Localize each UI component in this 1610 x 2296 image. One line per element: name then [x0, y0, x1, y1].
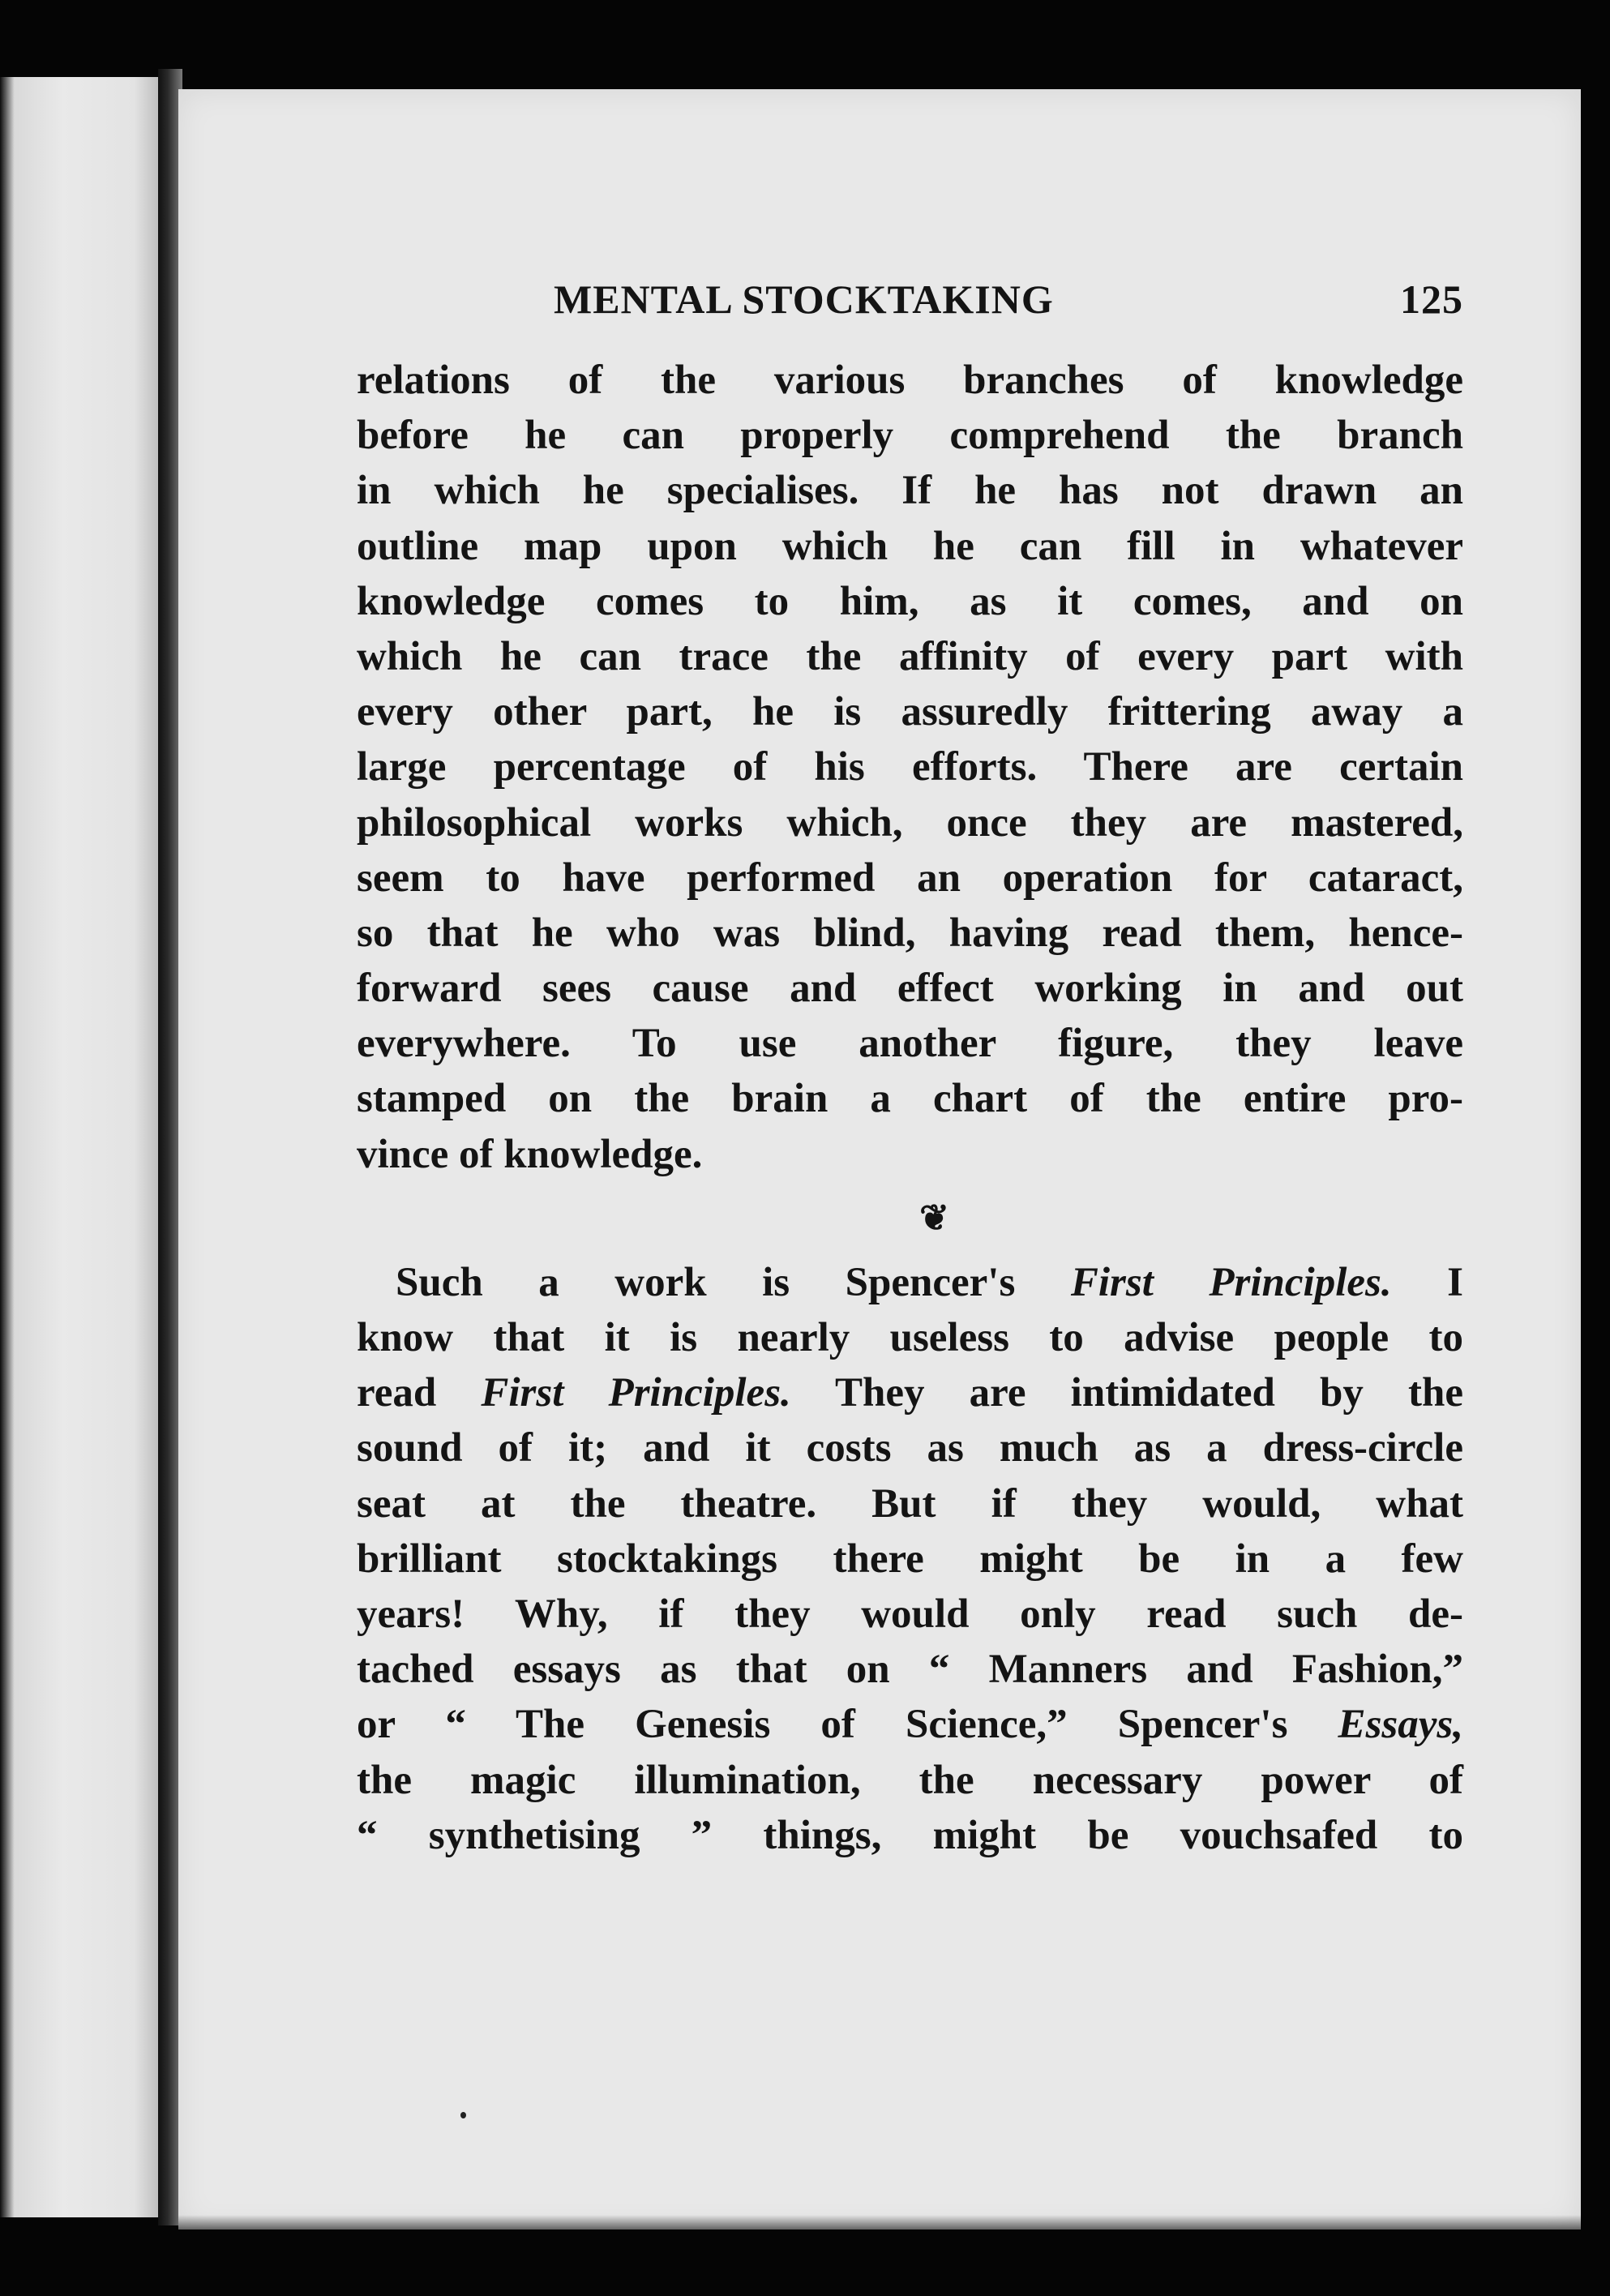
section-ornament-icon: ❦ [919, 1197, 949, 1238]
text-line: everywhere. To use another figure, they leave [357, 1021, 1463, 1067]
book-title: Essays, [1338, 1702, 1463, 1748]
book-title: First Principles. [481, 1370, 791, 1416]
text-line: relations of the various branches of knowledge [357, 358, 1463, 403]
text-line: forward sees cause and effect working in and out [357, 966, 1463, 1012]
text-line: read First Principles. They are intimidated by the [357, 1370, 1463, 1416]
page-number: 125 [1400, 276, 1463, 322]
text-line: large percentage of his efforts. There are certain [357, 744, 1463, 790]
header-title: MENTAL STOCKTAKING [554, 276, 1054, 322]
ink-speck [460, 2112, 466, 2118]
text-line: stamped on the brain a chart of the entire pro- [357, 1076, 1463, 1122]
text-line: “ synthetising ” things, might be vouchsafed to [357, 1812, 1463, 1858]
paragraph-2 [357, 1255, 1463, 1863]
text-line: Such a work is Spencer's First Principles. I [396, 1259, 1463, 1305]
text-line: tached essays as that on “ Manners and Fashion,” [357, 1647, 1463, 1693]
text-line: know that it is nearly useless to advise people to [357, 1315, 1463, 1360]
text-line: philosophical works which, once they are mastered, [357, 799, 1463, 846]
text-line: knowledge comes to him, as it comes, and on [357, 578, 1463, 624]
text-line: seat at the theatre. But if they would, what [357, 1480, 1463, 1527]
text-line: brilliant stocktakings there might be in a few [357, 1536, 1463, 1582]
text-line: or “ The Genesis of Science,” Spencer's Essays, [357, 1702, 1463, 1748]
text-line: outline map upon which he can fill in whatever [357, 523, 1463, 569]
text-line: sound of it; and it costs as much as a dress-circle [357, 1425, 1463, 1471]
text-line: before he can properly comprehend the branch [357, 413, 1463, 459]
left-page-edge [0, 77, 158, 2217]
body-text [357, 353, 1463, 1863]
text-line: the magic illumination, the necessary power of [357, 1757, 1463, 1803]
text-line: every other part, he is assuredly frittering away a [357, 689, 1463, 735]
text-line: seem to have performed an operation for cataract, [357, 855, 1463, 901]
text-line: years! Why, if they would only read such de- [357, 1591, 1463, 1637]
text-line: so that he who was blind, having read them, hence- [357, 910, 1463, 956]
paragraph-1 [357, 353, 1463, 1182]
book-page [178, 89, 1581, 2230]
text-line: in which he specialises. If he has not drawn an [357, 468, 1463, 514]
text-line: which he can trace the affinity of every part with [357, 633, 1463, 679]
text-line: vince of knowledge. [357, 1131, 703, 1177]
book-title: First Principles. [1070, 1259, 1392, 1305]
